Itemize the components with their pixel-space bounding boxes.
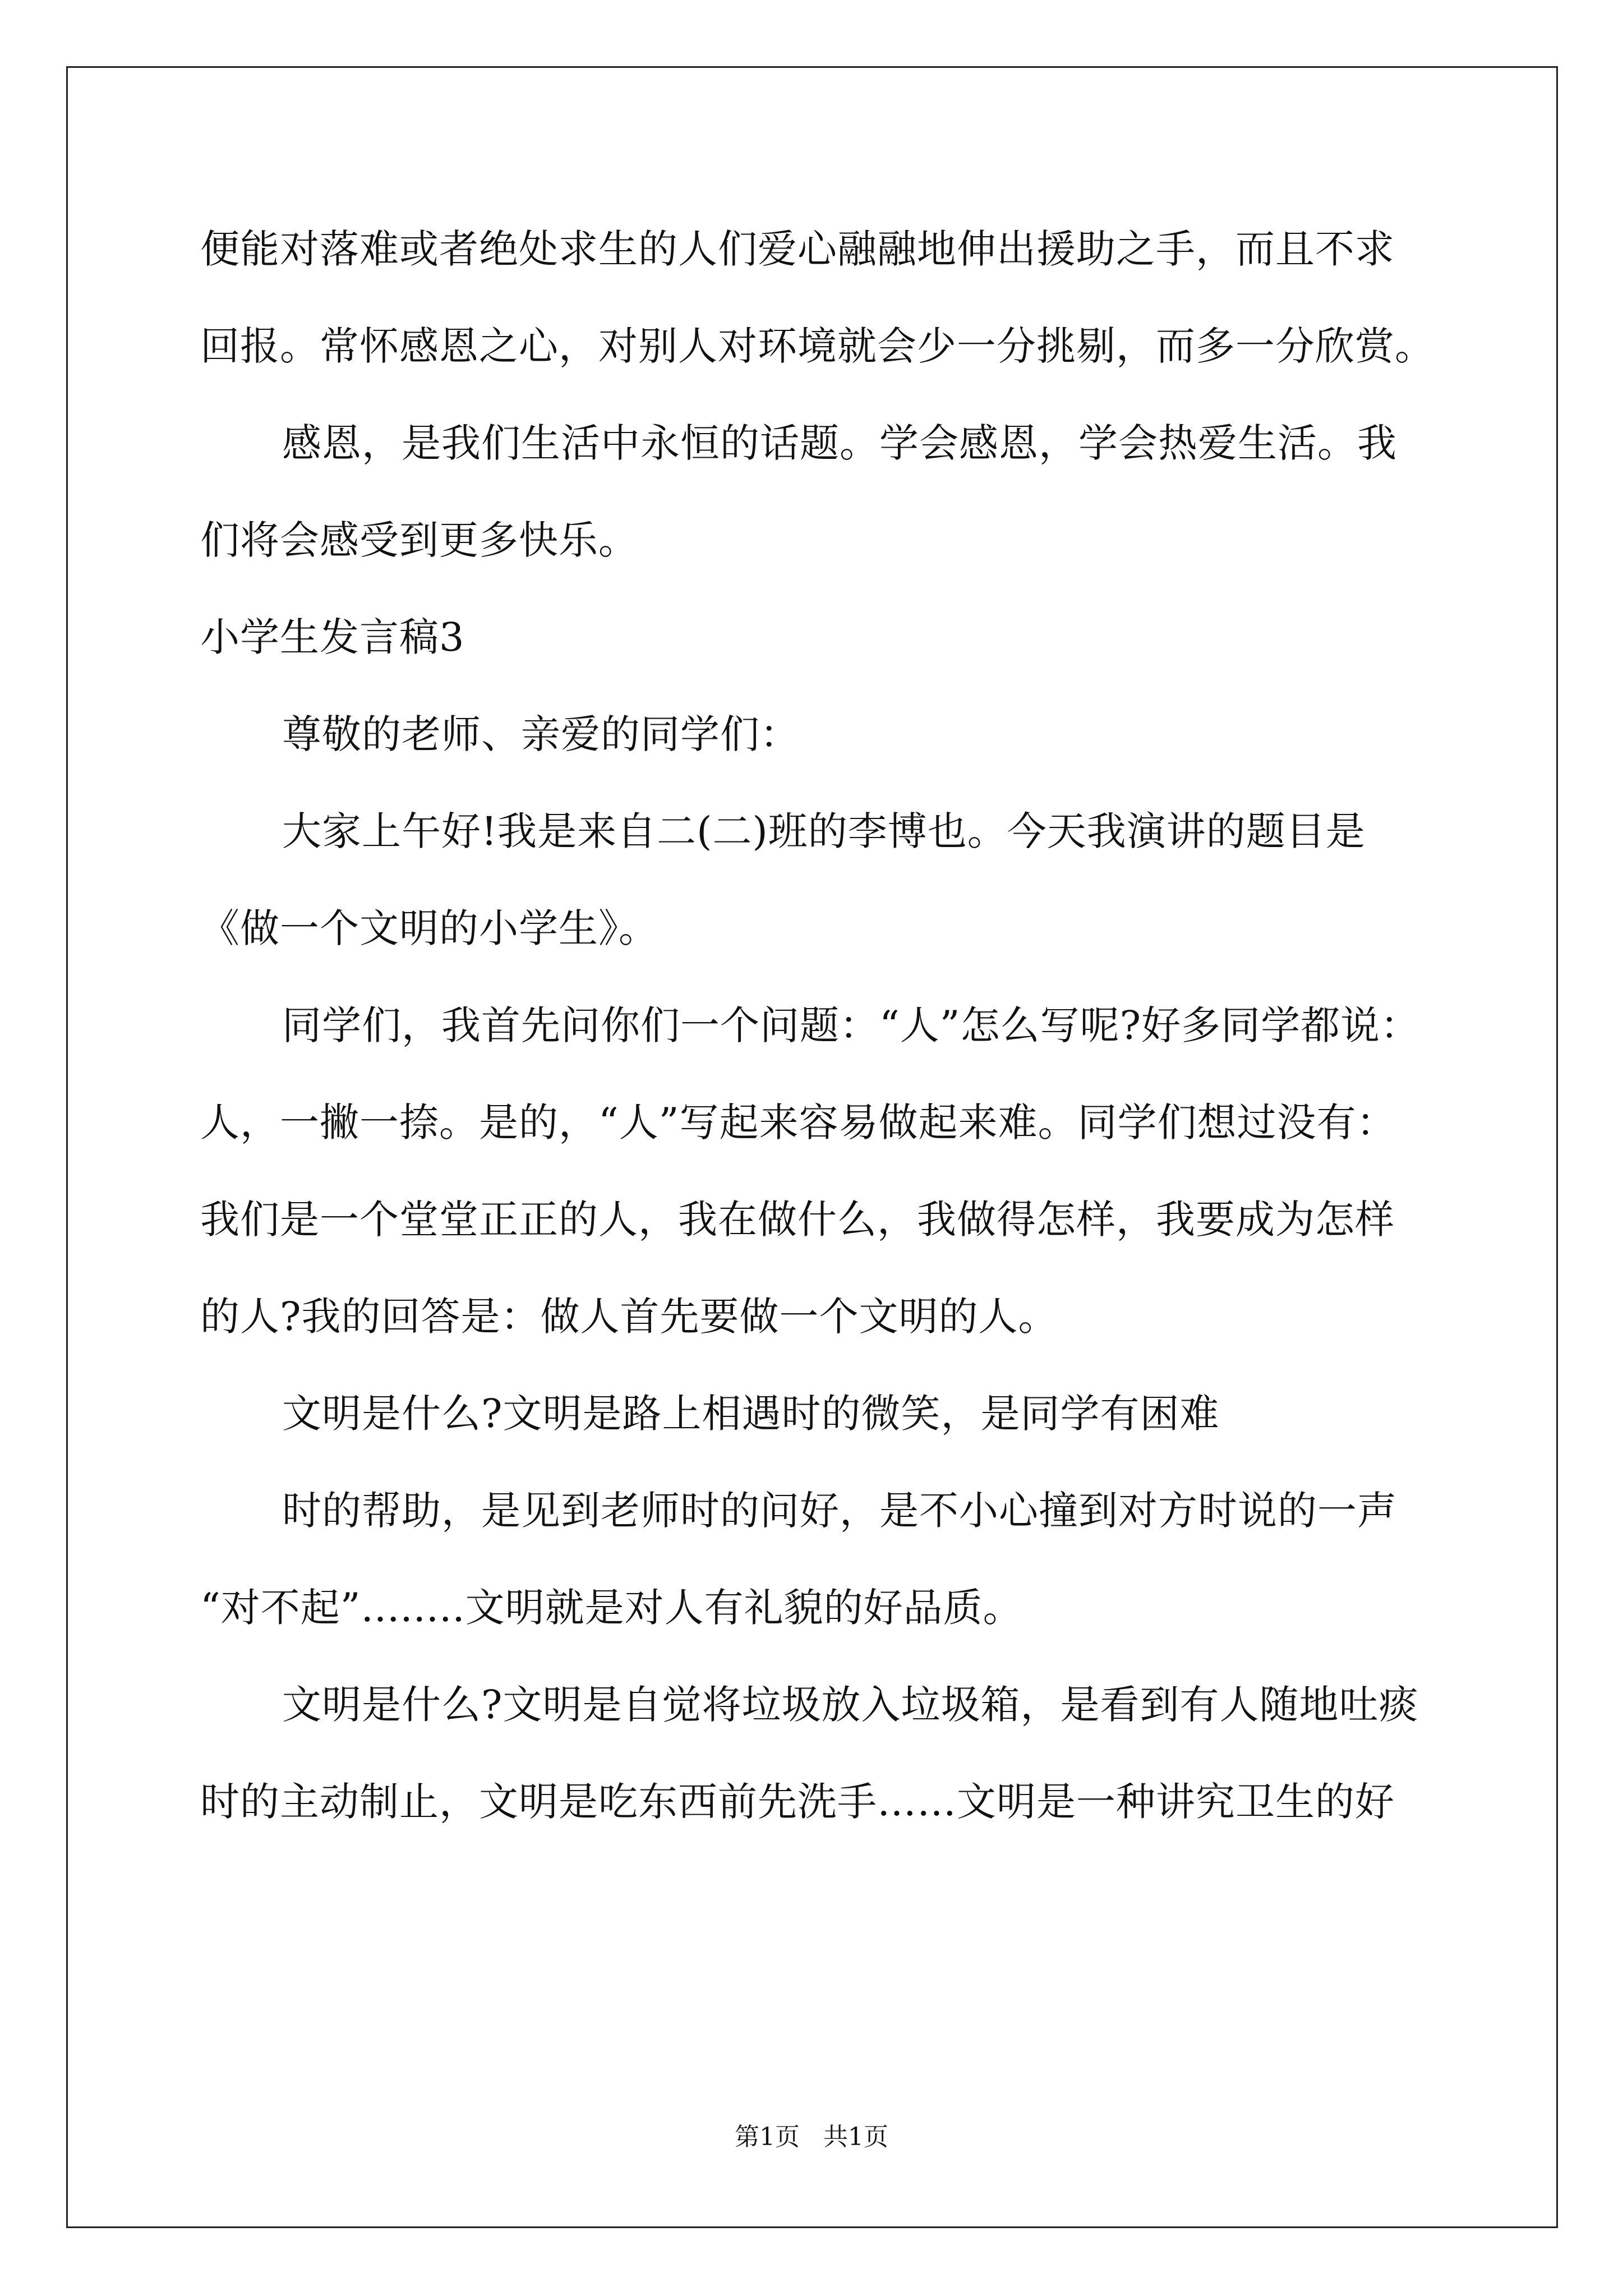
text-line: 感恩，是我们生活中永恒的话题。学会感恩，学会热爱生活。我	[282, 420, 1397, 466]
text-line: 时的主动制止，文明是吃东西前先洗手……文明是一种讲究卫生的好	[200, 1779, 1395, 1825]
text-line: 便能对落难或者绝处求生的人们爱心融融地伸出援助之手，而且不求	[200, 226, 1395, 272]
page-number-footer: 第1页 共1页	[735, 2123, 888, 2151]
text-line: 们将会感受到更多快乐。	[200, 517, 638, 563]
text-line: 大家上午好!我是来自二(二)班的李博也。今天我演讲的题目是	[282, 808, 1366, 854]
section-heading: 小学生发言稿3	[200, 614, 465, 660]
text-line: 人，一撇一捺。是的，“人”写起来容易做起来难。同学们想过没有：	[200, 1099, 1396, 1145]
text-line: 文明是什么?文明是路上相遇时的微笑，是同学有困难	[282, 1391, 1220, 1437]
text-line: “对不起”........文明就是对人有礼貌的好品质。	[200, 1585, 1023, 1631]
text-line: 的人?我的回答是：做人首先要做一个文明的人。	[200, 1294, 1058, 1340]
text-line: 《做一个文明的小学生》。	[200, 905, 658, 951]
text-line: 时的帮助，是见到老师时的问好，是不小心撞到对方时说的一声	[282, 1488, 1397, 1534]
text-line: 我们是一个堂堂正正的人，我在做什么，我做得怎样，我要成为怎样	[200, 1197, 1395, 1243]
text-line: 文明是什么?文明是自觉将垃圾放入垃圾箱，是看到有人随地吐痰	[282, 1682, 1419, 1728]
salutation: 尊敬的老师、亲爱的同学们：	[282, 711, 800, 757]
text-line: 回报。常怀感恩之心，对别人对环境就会少一分挑剔，而多一分欣赏。	[200, 323, 1435, 369]
text-line: 同学们，我首先问你们一个问题：“人”怎么写呢?好多同学都说：	[282, 1002, 1421, 1048]
